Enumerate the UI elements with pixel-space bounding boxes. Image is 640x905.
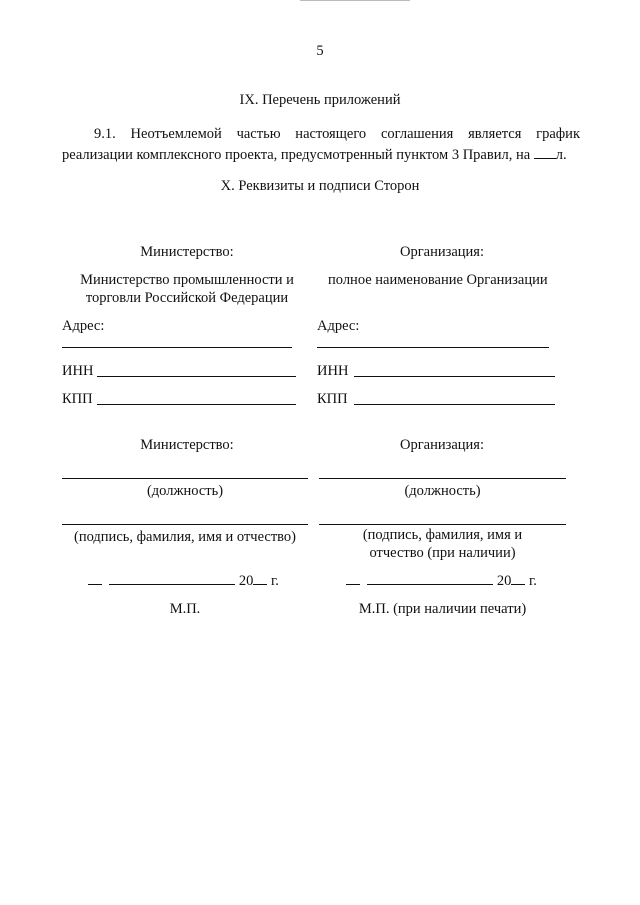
organization-inn-label: ИНН [317, 363, 349, 379]
organization-name: полное наименование Организации [328, 272, 548, 288]
page-number: 5 [316, 43, 324, 59]
section-9-heading: IX. Перечень приложений [239, 92, 401, 108]
ministry-name-line-1: Министерство промышленности и [80, 272, 294, 288]
organization-position-line [319, 478, 566, 479]
ministry-label: Министерство: [140, 244, 234, 260]
year-blank [253, 572, 267, 585]
year-prefix: 20 [496, 573, 512, 589]
organization-inn-line [354, 376, 555, 377]
ministry-seal: М.П. [169, 601, 201, 617]
organization-address-label: Адрес: [317, 318, 360, 334]
organization-address-line [317, 347, 549, 348]
ministry-signature-caption: (подпись, фамилия, имя и отчество) [74, 529, 296, 545]
organization-date [346, 572, 537, 590]
year-blank [511, 572, 525, 585]
organization-position-caption: (должность) [404, 483, 481, 499]
scan-edge-mark [300, 0, 410, 1]
year-suffix: г. [529, 573, 537, 589]
ministry-inn-line [97, 376, 296, 377]
organization-label: Организация: [399, 244, 484, 260]
organization-signature-line [319, 524, 566, 525]
section-10-heading: X. Реквизиты и подписи Сторон [220, 178, 420, 194]
ministry-kpp-line [97, 404, 296, 405]
term-blank [534, 146, 556, 159]
ministry-inn-label: ИНН [62, 363, 94, 379]
organization-seal: М.П. (при наличии печати) [358, 601, 527, 617]
section-9-paragraph [62, 124, 580, 166]
day-blank [346, 572, 360, 585]
ministry-address-line [62, 347, 292, 348]
ministry-address-label: Адрес: [62, 318, 105, 334]
paragraph-line-1: 9.1. Неотъемлемой частью настоящего соглашения является график [94, 126, 580, 142]
month-blank [109, 572, 235, 585]
ministry-date [88, 572, 279, 590]
ministry-position-caption: (должность) [146, 483, 224, 499]
organization-signature-caption-line-1: (подпись, фамилия, имя и [362, 527, 523, 543]
organization-kpp-label: КПП [317, 391, 348, 407]
month-blank [367, 572, 493, 585]
organization-kpp-line [354, 404, 555, 405]
paragraph-line-2-text: реализации комплексного проекта, предусмотренный пунктом 3 Правил, на [62, 147, 531, 163]
paragraph-line-2 [62, 145, 580, 166]
paragraph-end: л. [555, 147, 567, 163]
ministry-signature-line [62, 524, 308, 525]
ministry-kpp-label: КПП [62, 391, 93, 407]
organization-signature-caption-line-2: отчество (при наличии) [369, 545, 516, 561]
year-prefix: 20 [238, 573, 254, 589]
ministry-position-line [62, 478, 308, 479]
ministry-name-line-2: торговли Российской Федерации [85, 290, 289, 306]
ministry-signature-label: Министерство: [140, 437, 234, 453]
day-blank [88, 572, 102, 585]
year-suffix: г. [271, 573, 279, 589]
organization-signature-label: Организация: [399, 437, 484, 453]
